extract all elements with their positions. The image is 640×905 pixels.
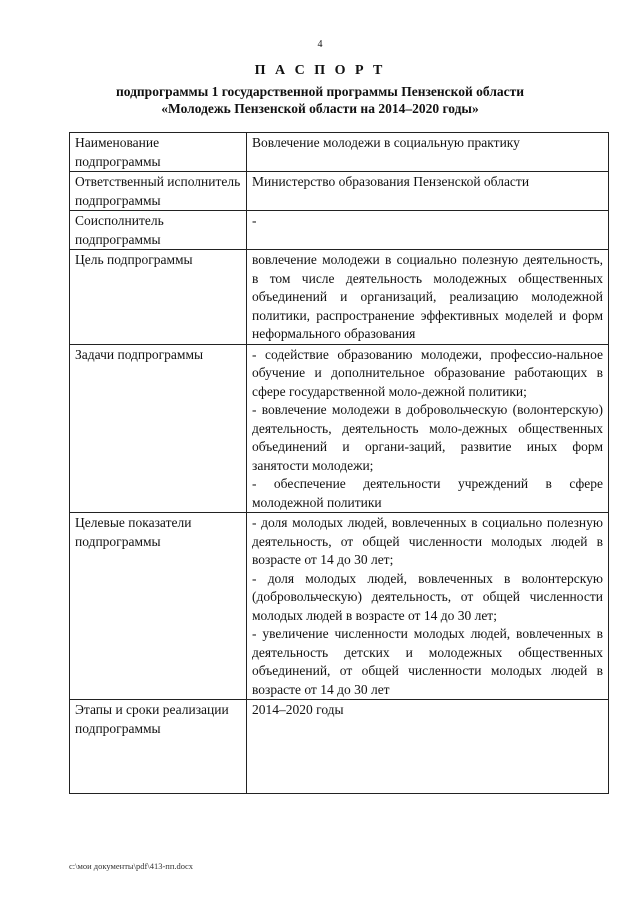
row-value-goal xyxy=(247,250,609,345)
document-subtitle-line-1: подпрограммы 1 государственной программы Пензенской области xyxy=(115,84,525,99)
row-label-responsible: Ответственный исполнитель подпрограммы xyxy=(70,172,247,211)
value-paragraph: - доля молодых людей, вовлеченных в волонтерскую (добровольческую) деятельность, от общей численности молодых людей в возрасте от 14 до 30 лет; xyxy=(252,570,603,623)
footer-file-path: c:\мои документы\pdf\413-пп.docx xyxy=(69,861,194,871)
passport-table xyxy=(69,132,609,794)
table-row xyxy=(70,172,609,211)
value-paragraph: - вовлечение молодежи в добровольческую (волонтерскую) деятельность, деятельность моло-дежных общественных объединений и органи-заций, развитие иных форм занятости молодежи; xyxy=(252,402,603,473)
value-paragraph: - обеспечение деятельности учреждений в сфере молодежной политики xyxy=(252,476,603,510)
table-row xyxy=(70,700,609,794)
value-paragraph: - содействие образованию молодежи, профессио-нальное обучение и дополнительное образование работающих в сфере государственной моло-дежной политики; xyxy=(252,346,603,399)
document-subtitle-line-2: «Молодежь Пензенской области на 2014–2020 годы» xyxy=(161,101,479,116)
row-label-name: Наименование подпрограммы xyxy=(70,133,247,172)
value-paragraph: - доля молодых людей, вовлеченных в социально полезную деятельность, от общей численности молодых людей в возрасте от 14 до 30 лет; xyxy=(252,515,603,567)
value-paragraph: 2014–2020 годы xyxy=(252,702,344,717)
value-paragraph: Вовлечение молодежи в социальную практику xyxy=(252,135,520,150)
row-label-stages: Этапы и сроки реализации подпрограммы xyxy=(70,700,247,794)
row-label-goal: Цель подпрограммы xyxy=(70,250,247,345)
table-row xyxy=(70,250,609,345)
row-value-name xyxy=(247,133,609,172)
row-value-coexecutor xyxy=(247,211,609,250)
document-title: П А С П О Р Т xyxy=(254,63,386,78)
row-label-tasks: Задачи подпрограммы xyxy=(70,344,247,513)
value-paragraph: вовлечение молодежи в социально полезную деятельность, в том числе деятельность молодежных общественных объединений и организаций, реализацию молодежной политики, распространение эффективных моделей и форм неформального образования xyxy=(252,252,603,341)
row-label-indicators: Целевые показатели подпрограммы xyxy=(70,513,247,700)
value-paragraph: - xyxy=(252,213,257,228)
value-paragraph: - увеличение численности молодых людей, вовлеченных в деятельность детских и молодежных общественных объединений, от общей численности молодых людей в возрасте от 14 до 30 лет xyxy=(252,626,603,697)
table-row xyxy=(70,344,609,513)
table-row xyxy=(70,211,609,250)
row-value-indicators xyxy=(247,513,609,700)
value-paragraph: Министерство образования Пензенской области xyxy=(252,174,530,189)
row-value-tasks xyxy=(247,344,609,513)
page-number: 4 xyxy=(317,39,323,50)
row-label-coexecutor: Соисполнитель подпрограммы xyxy=(70,211,247,250)
table-row xyxy=(70,133,609,172)
table-row xyxy=(70,513,609,700)
row-value-stages xyxy=(247,700,609,794)
row-value-responsible xyxy=(247,172,609,211)
